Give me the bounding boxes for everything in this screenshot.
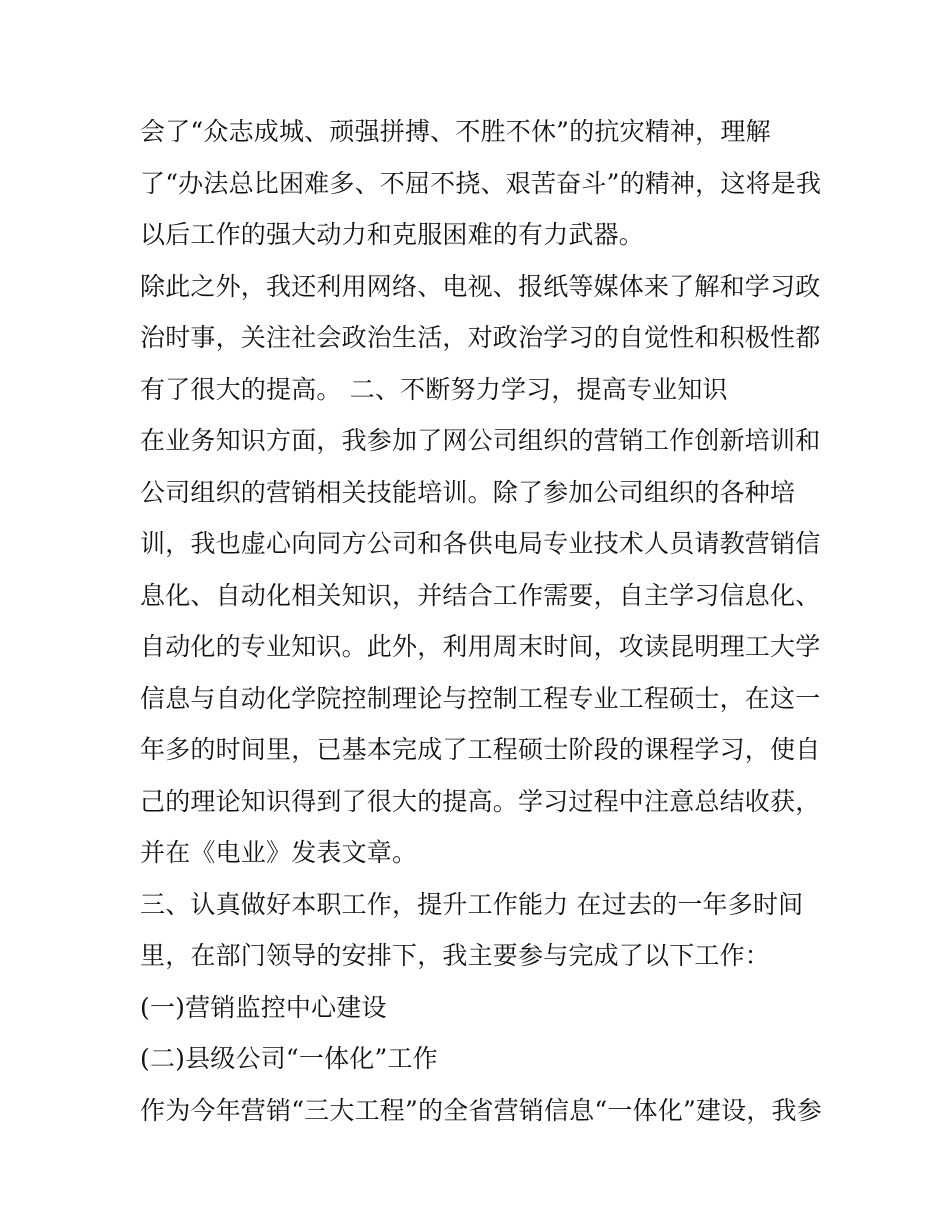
text-line: 年多的时间里，已基本完成了工程硕士阶段的课程学习，使自 [140, 735, 821, 764]
text-line: 公司组织的营销相关技能培训。除了参加公司组织的各种培 [140, 477, 796, 507]
text-line: 自动化的专业知识。此外，利用周末时间，攻读昆明理工大学 [140, 632, 821, 661]
text-line: 除此之外，我还利用网络、电视、报纸等媒体来了解和学习政 [140, 271, 821, 301]
text-line: 训，我也虚心向同方公司和各供电局专业技术人员请教营销信 [140, 529, 821, 558]
text-line: 会了“众志成城、顽强拼搏、不胜不休”的抗灾精神，理解 [140, 117, 771, 146]
text-line: 作为今年营销“三大工程”的全省营销信息“一体化”建设，我参 [140, 1095, 822, 1125]
text-line: 己的理论知识得到了很大的提高。学习过程中注意总结收获， [140, 786, 821, 816]
subsection-heading: (一)营销监控中心建设 [140, 992, 387, 1022]
section-heading-line: 三、认真做好本职工作，提升工作能力 在过去的一年多时间 [140, 889, 804, 919]
text-line: 并在《电业》发表文章。 [140, 838, 418, 867]
text-line: 了“办法总比困难多、不屈不挠、艰苦奋斗”的精神，这将是我 [140, 168, 822, 198]
text-line: 信息与自动化学院控制理论与控制工程专业工程硕士，在这一 [140, 683, 821, 713]
text-line: 里，在部门领导的安排下，我主要参与完成了以下工作： [140, 941, 771, 970]
body-text [140, 106, 830, 1136]
text-line: 治时事，关注社会政治生活，对政治学习的自觉性和积极性都 [140, 323, 821, 352]
text-line: 在业务知识方面，我参加了网公司组织的营销工作创新培训和 [140, 426, 821, 455]
text-line: 以后工作的强大动力和克服困难的有力武器。 [140, 220, 645, 249]
section-heading-line: 有了很大的提高。 二、不断努力学习，提高专业知识 [140, 374, 728, 404]
subsection-heading: (二)县级公司“一体化”工作 [140, 1044, 438, 1073]
text-line: 息化、自动化相关知识，并结合工作需要，自主学习信息化、 [140, 580, 821, 610]
